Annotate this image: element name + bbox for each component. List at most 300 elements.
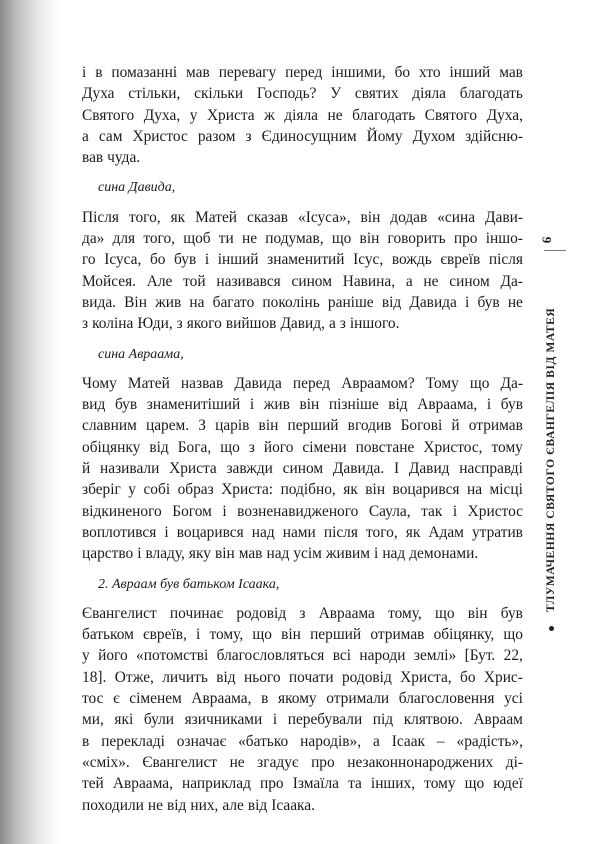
- word: царство: [82, 545, 134, 563]
- word: мав: [238, 545, 263, 563]
- word: що: [503, 626, 523, 644]
- word: тей: [82, 775, 104, 793]
- word: про: [453, 230, 478, 248]
- word: був: [174, 251, 197, 269]
- word: він: [467, 604, 488, 622]
- word: і: [137, 545, 142, 563]
- word: разом: [197, 127, 236, 145]
- word: Йому: [366, 127, 403, 145]
- text-line: [82, 313, 523, 334]
- word: що: [469, 374, 490, 392]
- word: царів: [215, 417, 250, 435]
- word: воцарився: [392, 481, 460, 499]
- word: бо: [149, 251, 166, 269]
- word: І: [393, 460, 400, 478]
- word: Духа: [82, 85, 115, 103]
- word: благодать: [459, 85, 523, 103]
- word: батьком: [82, 626, 134, 644]
- word: Христос: [132, 127, 188, 145]
- word: перекладі: [101, 732, 165, 750]
- word: Ізмаїла: [292, 775, 339, 793]
- text-line: [82, 271, 523, 292]
- word: у: [128, 481, 136, 499]
- word: Бога,: [177, 438, 212, 456]
- word: Авраам: [473, 711, 523, 729]
- word: зберіг: [82, 481, 121, 499]
- word: клятвою.: [403, 711, 463, 729]
- word: про: [311, 753, 335, 771]
- word: додав: [390, 208, 428, 226]
- word: означає: [176, 732, 227, 750]
- word: у: [82, 647, 90, 665]
- word: не: [229, 753, 245, 771]
- word: незаконнонароджених: [347, 753, 494, 771]
- word: і: [452, 502, 458, 520]
- word: Авраама,: [191, 690, 252, 708]
- word: сказав: [246, 208, 289, 226]
- word: Авраамом?: [341, 374, 415, 392]
- word: над: [251, 523, 275, 541]
- text-line: [82, 249, 523, 270]
- text-line: [82, 667, 523, 688]
- word: яку: [188, 545, 211, 563]
- word: починає: [169, 604, 224, 622]
- word: від: [247, 796, 268, 814]
- word: назвав: [180, 374, 224, 392]
- word: Давид: [408, 460, 450, 478]
- word: отримали: [326, 690, 390, 708]
- word: Духа,: [143, 106, 181, 124]
- word: що: [331, 230, 352, 248]
- word: якого: [186, 315, 222, 333]
- word: Да-: [500, 272, 523, 290]
- text-line: [82, 479, 523, 500]
- text-line: [82, 603, 523, 624]
- word: Ісус,: [353, 251, 384, 269]
- running-header: ТЛУМАЧЕННЯ СВЯТОГО ЄВАНГЕЛІЯ ВІД МАТЕЯ: [545, 307, 557, 612]
- word: У: [330, 85, 342, 103]
- word: подібно,: [280, 481, 336, 499]
- word: він: [365, 481, 386, 499]
- word: обіцянку: [82, 438, 141, 456]
- word: возненавидженого: [237, 502, 359, 520]
- word: да»: [82, 230, 105, 248]
- word: утратив: [471, 523, 523, 541]
- word: Євангелист: [142, 753, 218, 771]
- word: вгодив: [347, 417, 392, 435]
- word: Христа: [206, 106, 255, 124]
- word: від: [149, 438, 169, 456]
- word: від: [216, 668, 236, 686]
- word: того,: [366, 523, 398, 541]
- text-line: [82, 292, 523, 313]
- word: він: [214, 545, 235, 563]
- word: він: [360, 208, 381, 226]
- word: «Ісуса»,: [298, 208, 351, 226]
- word: чуда.: [107, 149, 141, 167]
- word: щоб: [183, 230, 211, 248]
- word: благодать: [352, 106, 416, 124]
- word: вид: [82, 396, 106, 414]
- word: Він: [124, 293, 147, 311]
- word: [Бут.: [464, 647, 496, 665]
- word: нього: [243, 668, 281, 686]
- word: і: [164, 523, 169, 541]
- text-line: [82, 752, 523, 773]
- word: не: [507, 293, 523, 311]
- word: Але: [146, 272, 173, 290]
- word: Духом: [412, 127, 456, 145]
- word: не: [147, 796, 163, 814]
- word: Отже,: [114, 668, 154, 686]
- word: царем.: [145, 417, 190, 435]
- word: них,: [190, 796, 219, 814]
- word: говорить: [387, 230, 446, 248]
- word: що: [252, 626, 272, 644]
- text-line: [82, 415, 523, 436]
- word: Хрис-: [483, 668, 523, 686]
- word: в: [82, 732, 90, 750]
- word: відкиненого: [82, 502, 162, 520]
- word: й: [451, 417, 460, 435]
- word: Чому: [82, 374, 117, 392]
- word: і: [82, 64, 87, 81]
- word: го: [82, 251, 96, 269]
- word: перевагу: [218, 64, 277, 81]
- text-line: [82, 688, 523, 709]
- word: святих: [354, 85, 399, 103]
- word: завжди: [226, 460, 273, 478]
- word: отримав: [370, 626, 425, 644]
- word: в: [261, 690, 269, 708]
- word: –: [436, 732, 445, 750]
- word: Авраама,: [417, 396, 478, 414]
- paragraph: [82, 603, 523, 816]
- text-line: [82, 773, 523, 794]
- word: поколінь: [262, 293, 320, 311]
- word: тос: [82, 690, 104, 708]
- word: раніше: [327, 293, 374, 311]
- word: вождь: [391, 251, 432, 269]
- text-line: [82, 795, 523, 816]
- word: іншо-: [485, 230, 523, 248]
- word: 18].: [82, 668, 107, 686]
- word: так: [421, 502, 443, 520]
- word: родовід: [341, 668, 392, 686]
- word: Саула,: [368, 502, 411, 520]
- word: помазанні: [111, 64, 178, 81]
- word: від: [381, 293, 402, 311]
- word: і: [465, 293, 470, 311]
- word: сіменем: [129, 690, 182, 708]
- word: народи: [359, 647, 406, 665]
- word: над: [266, 545, 290, 563]
- bullet-ornament: [549, 626, 554, 631]
- word: личить: [162, 668, 208, 686]
- word: не: [423, 272, 439, 290]
- word: Авраама,: [112, 775, 173, 793]
- word: Юди,: [137, 315, 173, 333]
- word: ми,: [82, 711, 104, 729]
- word: бо: [394, 64, 411, 81]
- word: Святого: [82, 106, 135, 124]
- paragraph: [82, 62, 523, 168]
- word: з: [245, 127, 252, 145]
- text-line: [82, 62, 523, 83]
- word: перебували: [287, 711, 363, 729]
- word: якому: [278, 690, 317, 708]
- word: що: [464, 775, 485, 793]
- body-text: [82, 62, 523, 816]
- word: тому: [424, 775, 456, 793]
- word: Адам: [428, 523, 464, 541]
- word: Матей: [127, 374, 170, 392]
- word: він: [359, 230, 380, 248]
- word: перший: [310, 626, 362, 644]
- section-heading: сина Давида,: [98, 180, 176, 196]
- word: народів»,: [300, 732, 362, 750]
- word: «сміх».: [82, 753, 130, 771]
- word: він: [258, 417, 279, 435]
- word: подумав,: [265, 230, 324, 248]
- word: інший: [449, 64, 491, 81]
- word: Духа,: [486, 106, 523, 124]
- word: що: [220, 438, 240, 456]
- word: вийшов: [225, 315, 277, 333]
- word: не: [241, 230, 258, 248]
- word: і: [374, 545, 379, 563]
- word: тому: [491, 438, 523, 456]
- text-line: [82, 228, 523, 249]
- word: і: [272, 711, 278, 729]
- text-line: [82, 458, 523, 479]
- word: його: [98, 647, 128, 665]
- text-line: [82, 522, 523, 543]
- paragraph: [82, 373, 523, 565]
- word: усім: [293, 545, 322, 563]
- word: були: [143, 711, 175, 729]
- word: іншими,: [331, 64, 386, 81]
- text-line: [82, 624, 523, 645]
- word: 22,: [503, 647, 523, 665]
- word: від: [166, 796, 187, 814]
- word: Після: [82, 208, 119, 226]
- word: як: [343, 481, 358, 499]
- word: З: [198, 417, 206, 435]
- word: що: [434, 604, 455, 622]
- word: сином: [282, 460, 324, 478]
- word: Христос,: [423, 438, 483, 456]
- word: Святого: [424, 106, 478, 124]
- word: Христа:: [221, 481, 274, 499]
- word: він: [281, 626, 301, 644]
- word: собі: [143, 481, 171, 499]
- word: вав: [82, 149, 104, 167]
- word: воцарився: [176, 523, 244, 541]
- word: Ісаака.: [271, 796, 315, 814]
- word: той: [183, 272, 206, 290]
- word: на: [189, 293, 205, 311]
- word: але: [222, 796, 244, 814]
- word: тому,: [388, 604, 422, 622]
- word: повстане: [355, 438, 415, 456]
- word: для: [112, 230, 136, 248]
- word: сином: [449, 272, 490, 290]
- word: і: [249, 396, 255, 414]
- word: Да-: [500, 374, 523, 392]
- word: а: [328, 315, 336, 333]
- word: ж: [264, 106, 275, 124]
- word: Ісуса,: [104, 251, 142, 269]
- word: іншого.: [349, 315, 400, 333]
- word: Ісаак: [391, 732, 426, 750]
- word: Тому: [425, 374, 459, 392]
- word: з: [299, 604, 306, 622]
- word: усі: [504, 690, 523, 708]
- page-number: 9: [539, 236, 555, 244]
- section-heading: 2. Авраам був батьком Ісаака,: [98, 576, 280, 592]
- word: в: [95, 64, 103, 81]
- word: вида.: [82, 293, 117, 311]
- word: місці: [489, 481, 523, 499]
- word: Дави-: [485, 208, 523, 226]
- header-rule: [544, 250, 566, 251]
- word: обіцянку,: [433, 626, 495, 644]
- word: сімени: [302, 438, 347, 456]
- word: сином: [291, 272, 332, 290]
- word: й: [82, 460, 91, 478]
- word: славним: [82, 417, 137, 435]
- text-line: [82, 501, 523, 522]
- word: як: [170, 208, 186, 226]
- word: Давида: [409, 293, 457, 311]
- word: євреїв: [440, 251, 481, 269]
- word: діяла: [412, 85, 446, 103]
- word: і: [486, 396, 492, 414]
- word: «потомстві: [136, 647, 209, 665]
- word: Авраама: [318, 604, 375, 622]
- word: Євангелист: [82, 604, 157, 622]
- word: Давида: [234, 374, 282, 392]
- word: жив: [263, 396, 290, 414]
- word: з: [82, 315, 89, 333]
- word: бо: [460, 668, 476, 686]
- text-line: [82, 731, 523, 752]
- text-line: [82, 105, 523, 126]
- word: того,: [128, 208, 161, 226]
- word: з: [339, 315, 346, 333]
- word: є: [113, 690, 120, 708]
- word: отримав: [468, 417, 523, 435]
- word: родовід: [236, 604, 287, 622]
- word: діяла: [284, 106, 318, 124]
- word: того,: [143, 230, 176, 248]
- word: Єдиносущним: [261, 127, 357, 145]
- word: був: [477, 293, 500, 311]
- word: перед: [285, 64, 323, 81]
- word: походили: [82, 796, 144, 814]
- word: Христа: [169, 460, 217, 478]
- word: Навина,: [342, 272, 396, 290]
- word: здійсню-: [465, 127, 523, 145]
- word: і: [204, 251, 210, 269]
- word: почати: [288, 668, 334, 686]
- word: інших,: [370, 775, 416, 793]
- word: багато: [212, 293, 255, 311]
- word: тому,: [209, 626, 244, 644]
- word: з: [248, 438, 255, 456]
- word: після: [323, 523, 358, 541]
- word: благословляться: [216, 647, 325, 665]
- word: був: [500, 396, 523, 414]
- word: пізніше: [328, 396, 379, 414]
- word: всі: [332, 647, 351, 665]
- word: живим: [325, 545, 371, 563]
- word: після: [488, 251, 523, 269]
- word: наприклад: [182, 775, 251, 793]
- word: та: [348, 775, 362, 793]
- word: скільки: [194, 85, 244, 103]
- word: був: [500, 604, 523, 622]
- word: юдеї: [493, 775, 523, 793]
- word: Господь?: [256, 85, 317, 103]
- word: стільки,: [128, 85, 181, 103]
- word: а: [405, 272, 413, 290]
- word: як: [405, 523, 421, 541]
- word: над: [382, 545, 406, 563]
- text-line: [82, 207, 523, 228]
- word: «сина: [437, 208, 476, 226]
- word: від: [388, 396, 408, 414]
- word: не: [327, 106, 343, 124]
- word: насправді: [459, 460, 523, 478]
- word: на: [466, 481, 483, 499]
- word: владу,: [145, 545, 185, 563]
- word: Христа,: [400, 668, 452, 686]
- word: сам: [98, 127, 123, 145]
- word: знаменитіший: [146, 396, 241, 414]
- word: «радість»,: [456, 732, 523, 750]
- word: коліна: [92, 315, 134, 333]
- word: інший: [217, 251, 259, 269]
- word: називався: [216, 272, 281, 290]
- word: називали: [100, 460, 160, 478]
- word: а: [372, 732, 380, 750]
- text-line: [82, 709, 523, 730]
- word: Христос: [467, 502, 523, 520]
- word: його: [263, 438, 294, 456]
- word: землі»: [413, 647, 457, 665]
- word: благословення: [398, 690, 495, 708]
- text-line: [82, 645, 523, 666]
- word: які: [114, 711, 134, 729]
- word: Богом: [172, 502, 212, 520]
- word: євреїв,: [143, 626, 187, 644]
- text-line: [82, 126, 523, 147]
- word: він: [299, 396, 320, 414]
- word: і: [196, 626, 201, 644]
- word: ти: [218, 230, 234, 248]
- word: «батько: [238, 732, 289, 750]
- word: демонами.: [409, 545, 479, 563]
- word: Давид,: [280, 315, 325, 333]
- word: ді-: [505, 753, 523, 771]
- word: Давида.: [332, 460, 385, 478]
- text-line: [82, 373, 523, 394]
- section-heading: сина Авраама,: [98, 346, 184, 362]
- word: мав: [499, 64, 523, 81]
- text-line: [82, 83, 523, 104]
